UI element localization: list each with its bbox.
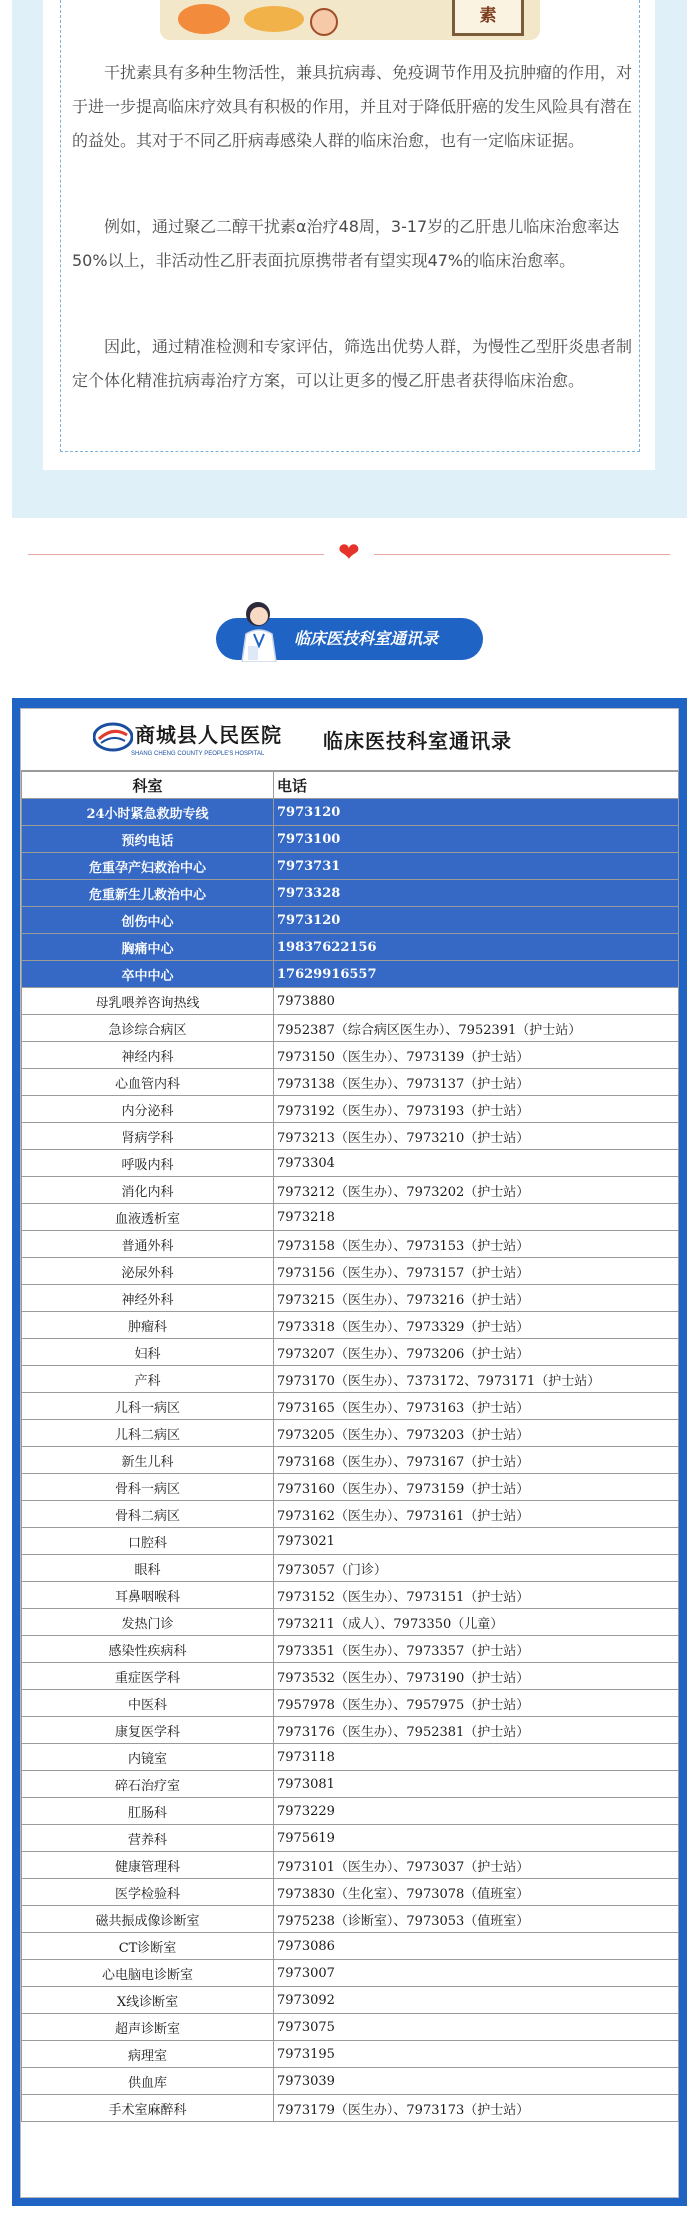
emergency-row <box>22 826 679 853</box>
table-row <box>22 1150 679 1177</box>
table-row <box>22 1312 679 1339</box>
emergency-row <box>22 799 679 826</box>
department-cell: 神经外科 <box>22 1285 274 1312</box>
department-cell: 超声诊断室 <box>22 2014 274 2041</box>
table-row <box>22 1717 679 1744</box>
department-cell: 新生儿科 <box>22 1447 274 1474</box>
phone-cell: 7973165（医生办）、7973163（护士站） <box>274 1393 679 1420</box>
section-title: 临床医技科室通讯录 <box>294 629 439 648</box>
department-cell: 肛肠科 <box>22 1798 274 1825</box>
phone-cell: 7973318（医生办）、7973329（护士站） <box>274 1312 679 1339</box>
table-row <box>22 1285 679 1312</box>
department-cell: 消化内科 <box>22 1177 274 1204</box>
phone-cell: 7973152（医生办）、7973151（护士站） <box>274 1582 679 1609</box>
department-cell: 内分泌科 <box>22 1096 274 1123</box>
phone-cell: 7973160（医生办）、7973159（护士站） <box>274 1474 679 1501</box>
table-row <box>22 1447 679 1474</box>
phone-cell: 7973229 <box>274 1798 679 1825</box>
emergency-row <box>22 934 679 961</box>
phone-cell: 7973211（成人）、7973350（儿童） <box>274 1609 679 1636</box>
doctor-avatar-icon <box>228 596 290 662</box>
department-cell: 血液透析室 <box>22 1204 274 1231</box>
phone-cell: 7975238（诊断室）、7973053（值班室） <box>274 1906 679 1933</box>
table-row <box>22 1906 679 1933</box>
hospital-name: 商城县人民医院 <box>135 723 282 747</box>
directory-table <box>21 771 679 2122</box>
department-cell: 口腔科 <box>22 1528 274 1555</box>
emergency-row <box>22 853 679 880</box>
phone-cell: 7973158（医生办）、7973153（护士站） <box>274 1231 679 1258</box>
table-row <box>22 1528 679 1555</box>
phone-cell: 7973021 <box>274 1528 679 1555</box>
department-cell: 心血管内科 <box>22 1069 274 1096</box>
table-row <box>22 1879 679 1906</box>
table-row <box>22 1960 679 1987</box>
article-paragraph: 干扰素具有多种生物活性，兼具抗病毒、免疫调节作用及抗肿瘤的作用，对于进一步提高临床疗效具有积极的作用，并且对于降低肝癌的发生风险具有潜在的益处。其对于不同乙肝病毒感染人群的临床治愈，也有一定临床证据。 <box>72 63 633 150</box>
phone-cell: 7973212（医生办）、7973202（护士站） <box>274 1177 679 1204</box>
department-cell: 儿科二病区 <box>22 1420 274 1447</box>
table-row <box>22 1933 679 1960</box>
table-row <box>22 1609 679 1636</box>
department-cell: 神经内科 <box>22 1042 274 1069</box>
phone-cell: 7973830（生化室）、7973078（值班室） <box>274 1879 679 1906</box>
department-cell: 发热门诊 <box>22 1609 274 1636</box>
heart-icon: ❤ <box>338 538 360 568</box>
table-row <box>22 1123 679 1150</box>
phone-cell: 7973731 <box>274 853 679 880</box>
phone-cell: 7973179（医生办）、7973173（护士站） <box>274 2095 679 2122</box>
phone-cell: 17629916557 <box>274 961 679 988</box>
phone-cell: 7973213（医生办）、7973210（护士站） <box>274 1123 679 1150</box>
divider-left <box>28 554 324 555</box>
phone-cell: 7973092 <box>274 1987 679 2014</box>
directory-title: 临床医技科室通讯录 <box>323 729 512 753</box>
phone-cell: 7973156（医生办）、7973157（护士站） <box>274 1258 679 1285</box>
phone-cell: 7973162（医生办）、7973161（护士站） <box>274 1501 679 1528</box>
department-cell: 感染性疾病科 <box>22 1636 274 1663</box>
phone-cell: 7973075 <box>274 2014 679 2041</box>
table-row <box>22 1096 679 1123</box>
directory-table-card <box>20 708 679 2198</box>
table-row <box>22 1231 679 1258</box>
cartoon-sign-text: 素 <box>479 6 497 26</box>
table-row <box>22 1258 679 1285</box>
department-cell: 卒中中心 <box>22 961 274 988</box>
department-cell: 耳鼻咽喉科 <box>22 1582 274 1609</box>
table-row <box>22 1582 679 1609</box>
department-cell: 呼吸内科 <box>22 1150 274 1177</box>
table-row <box>22 1771 679 1798</box>
table-row <box>22 1474 679 1501</box>
phone-cell: 7973205（医生办）、7973203（护士站） <box>274 1420 679 1447</box>
phone-cell: 7973007 <box>274 1960 679 1987</box>
table-row <box>22 2095 679 2122</box>
department-cell: 康复医学科 <box>22 1717 274 1744</box>
department-cell: 骨科一病区 <box>22 1474 274 1501</box>
hospital-name-en: SHANG CHENG COUNTY PEOPLE'S HOSPITAL <box>131 751 265 757</box>
department-cell: 中医科 <box>22 1690 274 1717</box>
table-row <box>22 1015 679 1042</box>
table-row <box>22 1690 679 1717</box>
table-row <box>22 1798 679 1825</box>
table-row <box>22 1420 679 1447</box>
department-cell: 健康管理科 <box>22 1852 274 1879</box>
department-cell: 内镜室 <box>22 1744 274 1771</box>
table-row <box>22 1555 679 1582</box>
department-cell: 24小时紧急救助专线 <box>22 799 274 826</box>
department-cell: 心电脑电诊断室 <box>22 1960 274 1987</box>
table-row <box>22 1393 679 1420</box>
phone-cell: 7973207（医生办）、7973206（护士站） <box>274 1339 679 1366</box>
phone-cell: 7973039 <box>274 2068 679 2095</box>
phone-cell: 7973168（医生办）、7973167（护士站） <box>274 1447 679 1474</box>
table-row <box>22 1825 679 1852</box>
phone-cell: 7973328 <box>274 880 679 907</box>
phone-cell: 7957978（医生办）、7957975（护士站） <box>274 1690 679 1717</box>
emergency-row <box>22 907 679 934</box>
phone-cell: 7973304 <box>274 1150 679 1177</box>
cartoon-character-icon <box>244 6 304 32</box>
table-row <box>22 2014 679 2041</box>
cartoon-face-icon <box>310 8 338 36</box>
department-cell: 营养科 <box>22 1825 274 1852</box>
phone-cell: 7973101（医生办）、7973037（护士站） <box>274 1852 679 1879</box>
department-cell: 眼科 <box>22 1555 274 1582</box>
phone-cell: 7973351（医生办）、7973357（护士站） <box>274 1636 679 1663</box>
divider-right <box>374 554 670 555</box>
phone-cell: 7975619 <box>274 1825 679 1852</box>
hospital-logo-icon <box>93 722 133 752</box>
department-cell: CT诊断室 <box>22 1933 274 1960</box>
phone-cell: 7952387（综合病区医生办）、7952391（护士站） <box>274 1015 679 1042</box>
table-row <box>22 1069 679 1096</box>
emergency-row <box>22 961 679 988</box>
phone-cell: 7973215（医生办）、7973216（护士站） <box>274 1285 679 1312</box>
department-cell: X线诊断室 <box>22 1987 274 2014</box>
department-cell: 重症医学科 <box>22 1663 274 1690</box>
phone-cell: 19837622156 <box>274 934 679 961</box>
phone-cell: 7973086 <box>274 1933 679 1960</box>
department-cell: 普通外科 <box>22 1231 274 1258</box>
table-row <box>22 1339 679 1366</box>
phone-cell: 7973138（医生办）、7973137（护士站） <box>274 1069 679 1096</box>
department-cell: 肾病学科 <box>22 1123 274 1150</box>
department-cell: 磁共振成像诊断室 <box>22 1906 274 1933</box>
table-row <box>22 2041 679 2068</box>
department-cell: 创伤中心 <box>22 907 274 934</box>
table-row <box>22 1177 679 1204</box>
department-cell: 肿瘤科 <box>22 1312 274 1339</box>
department-cell: 碎石治疗室 <box>22 1771 274 1798</box>
phone-cell: 7973120 <box>274 907 679 934</box>
table-row <box>22 1744 679 1771</box>
table-row <box>22 1204 679 1231</box>
phone-cell: 7973880 <box>274 988 679 1015</box>
department-cell: 泌尿外科 <box>22 1258 274 1285</box>
department-cell: 危重孕产妇救治中心 <box>22 853 274 880</box>
phone-cell: 7973176（医生办）、7952381（护士站） <box>274 1717 679 1744</box>
phone-cell: 7973118 <box>274 1744 679 1771</box>
directory-header <box>21 709 678 771</box>
phone-cell: 7973195 <box>274 2041 679 2068</box>
department-cell: 母乳喂养咨询热线 <box>22 988 274 1015</box>
emergency-row <box>22 880 679 907</box>
phone-cell: 7973081 <box>274 1771 679 1798</box>
department-cell: 儿科一病区 <box>22 1393 274 1420</box>
cartoon-sign <box>452 0 524 36</box>
department-cell: 危重新生儿救治中心 <box>22 880 274 907</box>
article-paragraph: 因此，通过精准检测和专家评估，筛选出优势人群，为慢性乙型肝炎患者制定个体化精准抗病毒治疗方案，可以让更多的慢乙肝患者获得临床治愈。 <box>72 337 633 390</box>
phone-cell: 7973150（医生办）、7973139（护士站） <box>274 1042 679 1069</box>
department-cell: 产科 <box>22 1366 274 1393</box>
department-cell: 供血库 <box>22 2068 274 2095</box>
department-cell: 手术室麻醉科 <box>22 2095 274 2122</box>
phone-cell: 7973192（医生办）、7973193（护士站） <box>274 1096 679 1123</box>
table-row <box>22 1987 679 2014</box>
table-row <box>22 1366 679 1393</box>
phone-cell: 7973100 <box>274 826 679 853</box>
department-cell: 骨科二病区 <box>22 1501 274 1528</box>
phone-cell: 7973120 <box>274 799 679 826</box>
department-cell: 预约电话 <box>22 826 274 853</box>
phone-cell: 7973218 <box>274 1204 679 1231</box>
table-row <box>22 2068 679 2095</box>
column-header-phone: 电话 <box>274 772 679 799</box>
table-row <box>22 1636 679 1663</box>
table-row <box>22 1852 679 1879</box>
table-row <box>22 1663 679 1690</box>
table-header-row <box>22 772 679 799</box>
table-row <box>22 1501 679 1528</box>
phone-cell: 7973170（医生办）、7373172、7973171（护士站） <box>274 1366 679 1393</box>
table-row <box>22 1042 679 1069</box>
phone-cell: 7973532（医生办）、7973190（护士站） <box>274 1663 679 1690</box>
cartoon-illustration <box>160 0 540 40</box>
department-cell: 妇科 <box>22 1339 274 1366</box>
phone-cell: 7973057（门诊） <box>274 1555 679 1582</box>
column-header-dept: 科室 <box>22 772 274 799</box>
department-cell: 病理室 <box>22 2041 274 2068</box>
article-paragraph: 例如，通过聚乙二醇干扰素α治疗48周，3-17岁的乙肝患儿临床治愈率达50%以上，非活动性乙肝表面抗原携带者有望实现47%的临床治愈率。 <box>72 217 620 270</box>
department-cell: 胸痛中心 <box>22 934 274 961</box>
department-cell: 医学检验科 <box>22 1879 274 1906</box>
department-cell: 急诊综合病区 <box>22 1015 274 1042</box>
table-row <box>22 988 679 1015</box>
cartoon-character-icon <box>178 4 230 34</box>
